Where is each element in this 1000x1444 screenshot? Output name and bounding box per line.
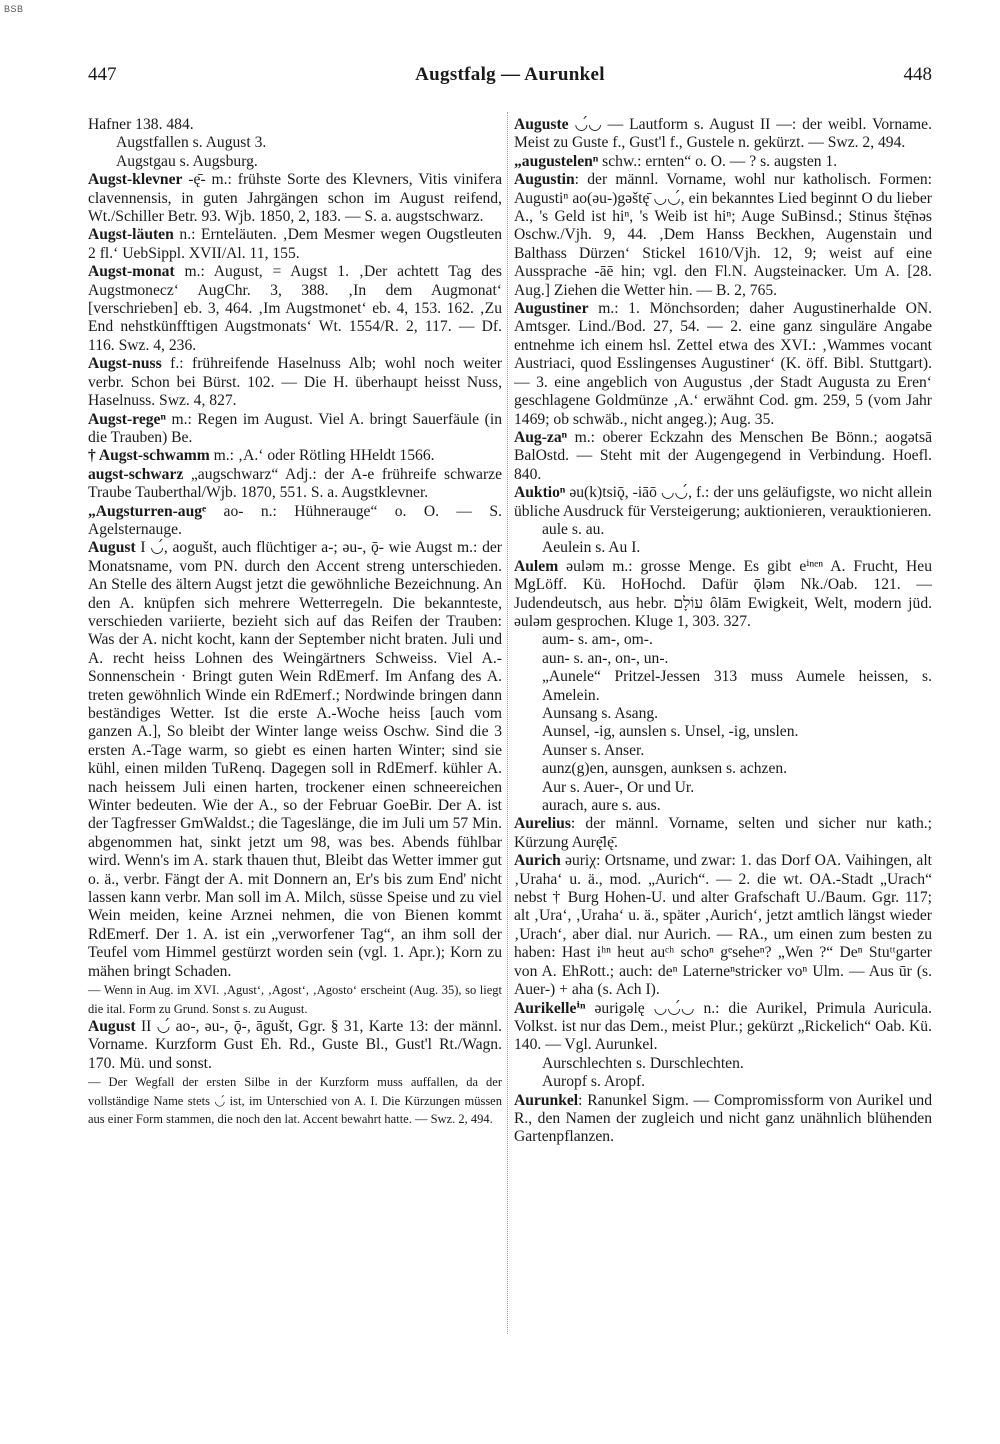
running-title: Augstfalg — Aurunkel bbox=[415, 64, 605, 85]
entry-headword: Aug-zaⁿ bbox=[514, 428, 568, 446]
entry-text: əuləm m.: grosse Menge. Es gibt eⁱⁿᵉⁿ A. Frucht, Heu MgLöff. Kü. HoHochd. Dafür ǭləm Nk./Oab. 121. — Judendeutsch, aus hebr. עוֹלָם ôlām Ewigkeit, Welt, modern jüd. əuləm gesprochen. Kluge 1, 303. 327. bbox=[514, 557, 933, 630]
dictionary-entry bbox=[514, 539, 932, 557]
entry-text: Aur s. Auer-, Or und Ur. bbox=[542, 778, 695, 796]
dictionary-entry bbox=[514, 1092, 932, 1147]
entry-text: əurigəlę ◡◡́◡ n.: die Aurikel, Primula Auricula. Volkst. ist nur das Dem., meist Plur.; gekürzt „Rickelich“ Oab. Kü. 140. — Vgl. Aurunkel. bbox=[514, 999, 932, 1054]
entry-headword: Aurunkel bbox=[514, 1091, 579, 1109]
dictionary-entry bbox=[88, 503, 502, 540]
entry-text: I ◡́, aogušt, auch flüchtiger a-; əu-, ǭ- wie Augst m.: der Monatsname, vom PN. durch den Accent streng unterschieden. An Stelle des ältern Augst jetzt die gewöhnliche Bezeichnung. An den A. knüpfen sich mehrere Wetterregeln. Die bekannteste, verschieden variierte, bezieht sich auf das Reifen der Trauben: Was der A. nicht kocht, kann der September nicht braten. Juli und A. recht heiss Lohnen des Weingärtners Schweiss. Viel A.-Sonnenschein · Bringt guten Wein RdEmerf. Im Anfang des A. treten gewöhnlich Winde ein RdEmerf.; Nordwinde bringen dann beständiges Wetter. Ist die erste A.-Woche heiss [auch vom ganzen A.], So bleibt der Winter lange weiss Oschw. Sind die 3 ersten A.-Tage warm, so giebt es einen harten Winter; sind sie kühl, einen milden TuRenq. Dagegen soll in RdEmerf. kühler A. nach heissem Juli einen harten, trockener einen schneereichen Winter bedeuten. Wie der A., so der Februar GoeBir. Der A. ist der Tagfresser GmWaldst.; die Tageslänge, die im Juli um 57 Min. abgenommen hat, sinkt jetzt um 98, was bes. Abends fühlbar wird. Wenn's im A. stark thauen thut, Bleibt das Wetter immer gut o. ä., verbr. Fängt der A. mit Donnern an, Er's bis zum End' nicht lassen kann verbr. Man soll im A. Milch, süsse Speise und zu viel Wein meiden, keine Arznei nehmen, die von Bienen kommt RdEmerf. Der 1. A. ist ein „verworfener Tag“, an ihm soll der Teufel vom Himmel gestürzt worden sein (vgl. 1. Apr.); Korn zu mähen bringt Schaden. bbox=[88, 539, 502, 980]
entry-text: Aunsel, -ig, aunslen s. Unsel, -ig, unslen. bbox=[542, 723, 799, 741]
entry-headword: Aulem bbox=[514, 557, 559, 575]
entry-text: f.: frühreifende Haselnuss Alb; wohl noch weiter verbr. Schon bei Bürst. 102. — Die H. überhaupt heisst Nuss, Haselnuss. Swz. 4, 827. bbox=[88, 355, 502, 410]
dictionary-entry bbox=[514, 153, 932, 171]
dictionary-entry bbox=[88, 447, 502, 465]
dictionary-entry bbox=[514, 668, 932, 705]
entry-text: „augschwarz“ Adj.: der A-e frühreife schwarze Traube Tauberthal/Wjb. 1870, 551. S. a. Augstklevner. bbox=[88, 465, 502, 502]
dictionary-entry bbox=[514, 558, 932, 632]
entry-headword: Augst-läuten bbox=[88, 226, 174, 244]
entry-text: m.: 1. Mönchsorden; daher Augustinerhalde ON. Amtsger. Lind./Bod. 27, 54. — 2. eine ganz singuläre Angabe entnehme ich einem hsl. Zettel etwa des XVI.: ‚Wammes vocant Austriaci, quod Esslingenses Augustiner‘ (K. öff. Bibl. Stuttgart). — 3. eine angeblich von Augustus ‚der Stadt Augusta zu Eren‘ geschlagene Goldmünze ‚A.‘ erwähnt Cod. gm. 259, 5 (vom Jahr 1469; ob schwäb., nicht angeg.); Aug. 35. bbox=[514, 300, 932, 428]
entry-text: n.: Ernteläuten. ‚Dem Mesmer wegen Ougstleuten 2 fl.‘ UebSippl. XVII/Al. 11, 155. bbox=[88, 226, 502, 262]
entry-text: Aunsang s. Asang. bbox=[542, 705, 659, 722]
entry-text: m.: August, = Augst 1. ‚Der achtett Tag des Augstmonecz‘ AugChr. 3, 388. ‚In dem Augmonat‘ [verschrieben] eb. 3, 464. ‚Im Augstmonet‘ eb. 4, 153. 162. ‚Zu End nehstkünfftigen Augstmonats‘ Wt. 1554/R. 2, 117. — Df. 116. Swz. 4, 236. bbox=[88, 263, 502, 354]
dictionary-entry bbox=[88, 226, 502, 263]
entry-headword: „augustelenⁿ bbox=[514, 152, 599, 170]
entry-headword: Aurelius bbox=[514, 815, 571, 833]
right-column bbox=[514, 116, 932, 1147]
dictionary-entry bbox=[514, 1000, 932, 1055]
dictionary-entry bbox=[514, 171, 932, 300]
entry-text: əu(k)tsiǭ, -iāō ◡◡́, f.: der uns geläufigste, wo nicht allein übliche Ausdruck für Versteigerung; auktionieren, verauktionieren. bbox=[514, 484, 932, 520]
entry-headword: augst-schwarz bbox=[88, 465, 184, 483]
dictionary-entry bbox=[88, 466, 502, 503]
dictionary-entry bbox=[88, 1018, 502, 1073]
dictionary-entry bbox=[88, 171, 502, 226]
entry-text: Aeulein s. Au I. bbox=[542, 539, 641, 557]
dictionary-entry bbox=[514, 815, 932, 852]
dictionary-entry bbox=[514, 650, 932, 668]
entry-text: „Aunele“ Pritzel-Jessen 313 muss Aumele heissen, s. Amelein. bbox=[542, 668, 932, 704]
dictionary-entry bbox=[88, 1073, 502, 1128]
entry-text: schw.: ernten“ o. O. — ? s. augsten 1. bbox=[598, 152, 838, 170]
entry-text: ao- n.: Hühnerauge“ o. O. — S. Agelsternauge. bbox=[88, 502, 502, 538]
entry-text: Aurschlechten s. Durschlechten. bbox=[542, 1054, 744, 1072]
dictionary-entry bbox=[514, 797, 932, 815]
entry-headword: „Augsturren-augᵉ bbox=[88, 502, 207, 520]
page-header bbox=[88, 64, 932, 94]
entry-text: m.: ‚A.‘ oder Rötling HHeldt 1566. bbox=[209, 447, 435, 465]
dictionary-entry bbox=[514, 521, 932, 539]
entry-headword: Augustiner bbox=[514, 300, 589, 318]
dictionary-entry bbox=[88, 355, 502, 410]
dictionary-entry bbox=[514, 705, 932, 723]
dictionary-entry bbox=[514, 300, 932, 429]
dictionary-entry bbox=[514, 1073, 932, 1091]
dictionary-entry bbox=[514, 631, 932, 649]
entry-text: aurach, aure s. aus. bbox=[542, 797, 661, 815]
dictionary-entry bbox=[514, 760, 932, 778]
dictionary-entry bbox=[514, 429, 932, 484]
entry-text: əuriχ: Ortsname, und zwar: 1. das Dorf OA. Vaihingen, alt ‚Uraha‘ u. ä., mod. „Aurich“. — 2. die wt. OA.-Stadt „Urach“ nebst † Burg Hohen-U. und alter Grafschaft U./Baum. Ggr. 117; alt ‚Ura‘, ‚Uraha‘ u. ä., später ‚Aurich‘, jetzt amtlich längst wieder ‚Urach‘, aber dial. nur Aurich. — RA., um einen zum besten zu haben: Hast iʰⁿ heut auᶜʰ schoⁿ gᵉseheⁿ? „Wen ?“ Deⁿ Stuᵗᵗgarter von A. EhRott.; auch: deⁿ Laterneⁿstricker voⁿ Ulm. — Aus ūr (s. Auer-) + aha (s. Ach I). bbox=[514, 852, 932, 999]
dictionary-entry bbox=[514, 484, 932, 521]
dictionary-entry bbox=[514, 723, 932, 741]
entry-headword: Augst-nuss bbox=[88, 355, 162, 373]
column-divider bbox=[507, 112, 508, 1334]
dictionary-entry bbox=[88, 411, 502, 448]
entry-note: — Wenn in Aug. im XVI. ‚Agust‘, ‚Agost‘, ‚Agosto‘ erscheint (Aug. 35), so liegt die ital. Form zu Grund. Sonst s. zu August. bbox=[88, 983, 502, 1016]
dictionary-entry bbox=[88, 116, 502, 134]
entry-text: aunz(g)en, aunsgen, aunksen s. achzen. bbox=[542, 760, 788, 778]
entry-headword: † Augst-schwamm bbox=[88, 447, 210, 465]
right-page-number: 448 bbox=[903, 64, 932, 85]
entry-text: aun- s. an-, on-, un-. bbox=[542, 649, 669, 667]
dictionary-entry bbox=[514, 742, 932, 760]
entry-text: Auropf s. Aropf. bbox=[542, 1073, 646, 1091]
entry-headword: Augst-monat bbox=[88, 263, 175, 281]
entry-text: II ◡́ ao-, əu-, ǭ-, āgušt, Ggr. § 31, Karte 13: der männl. Vorname. Kurzform Gust Eh. Rd., Guste Bl., Gust'l Rt./Wagn. 170. Mü. und sonst. bbox=[88, 1017, 502, 1072]
entry-text: aule s. au. bbox=[542, 520, 605, 538]
entry-text: aum- s. am-, om-. bbox=[542, 631, 653, 649]
dictionary-entry bbox=[514, 1055, 932, 1073]
entry-headword: Augst-klevner bbox=[88, 171, 183, 189]
dictionary-entry bbox=[514, 779, 932, 797]
left-column bbox=[88, 116, 502, 1128]
entry-headword: Aurikelleⁱⁿ bbox=[514, 999, 586, 1017]
library-stamp: BSB bbox=[4, 4, 24, 14]
entry-note: — Der Wegfall der ersten Silbe in der Kurzform muss auffallen, da der vollständige Name stets ◡́ ist, im Unterschied von A. I. Die Kürzungen müssen aus einer Form stammen, die noch den lat. Accent bewahrt hatte. — Swz. 2, 494. bbox=[88, 1075, 502, 1126]
dictionary-entry bbox=[88, 981, 502, 1018]
dictionary-entry bbox=[88, 539, 502, 981]
entry-headword: Augustin bbox=[514, 171, 575, 189]
entry-headword: Augst-regeⁿ bbox=[88, 410, 166, 428]
dictionary-entry bbox=[514, 852, 932, 999]
left-page-number: 447 bbox=[88, 64, 117, 85]
entry-headword: August bbox=[88, 1017, 136, 1035]
entry-text: ◡́◡ — Lautform s. August II —: der weibl. Vorname. Meist zu Guste f., Gust'l f., Gustele n. gekürzt. — Swz. 2, 494. bbox=[514, 116, 932, 152]
dictionary-entry bbox=[88, 153, 502, 171]
dictionary-entry bbox=[514, 116, 932, 153]
entry-text: Hafner 138. 484. bbox=[88, 116, 194, 133]
entry-headword: Aurich bbox=[514, 852, 561, 870]
dictionary-entry bbox=[88, 134, 502, 152]
entry-headword: August bbox=[88, 539, 136, 557]
entry-text: -ę̄- m.: frühste Sorte des Klevners, Vitis vinifera clavennensis, in guten Jahrgängen schon im August reifend, Wt./Schiller Betr. 93. Wjb. 1850, 2, 183. — S. a. augstschwarz. bbox=[88, 171, 502, 226]
entry-headword: Auktioⁿ bbox=[514, 484, 566, 502]
entry-text: Augstgau s. Augsburg. bbox=[116, 152, 258, 170]
entry-text: m.: Regen im August. Viel A. bringt Sauerfäule (in die Trauben) Be. bbox=[88, 410, 502, 446]
entry-text: Aunser s. Anser. bbox=[542, 741, 645, 759]
entry-text: : Ranunkel Sigm. — Compromissform von Aurikel und R., den Namen der zugleich und nicht ganz unähnlich blühenden Gartenpflanzen. bbox=[514, 1091, 932, 1146]
entry-text: : der männl. Vorname, wohl nur katholisch. Formen: Augustiⁿ ao(əu-)gəštę̄ ◡◡́, ein bekanntes Lied beginnt O du lieber A., 's Geld ist hiⁿ, 's Weib ist hiⁿ; Auge SuBinsd.; Stinus štę̄nəs Oschw./Vjh. 9, 44. ‚Dem Hanss Beckhen, Augenstain und Balthass Dürzen‘ Stickel 1610/Vjh. 12, 9; weist auf eine Aussprache -āē hin; vgl. den Fl.N. Augsteinacker. Um A. [28. Aug.] Ziehen die Wetter hin. — B. 2, 765. bbox=[514, 171, 932, 299]
entry-text: : der männl. Vorname, selten und sicher nur kath.; Kürzung Aurę̄lę̄. bbox=[514, 815, 932, 851]
entry-headword: Auguste bbox=[514, 116, 569, 133]
entry-text: Augstfallen s. August 3. bbox=[116, 134, 267, 152]
dictionary-entry bbox=[88, 263, 502, 355]
entry-text: m.: oberer Eckzahn des Menschen Be Bönn.; aogətsā BalOstd. — Steht mit der Augengegend in Verbindung. Hoefl. 840. bbox=[514, 428, 932, 483]
